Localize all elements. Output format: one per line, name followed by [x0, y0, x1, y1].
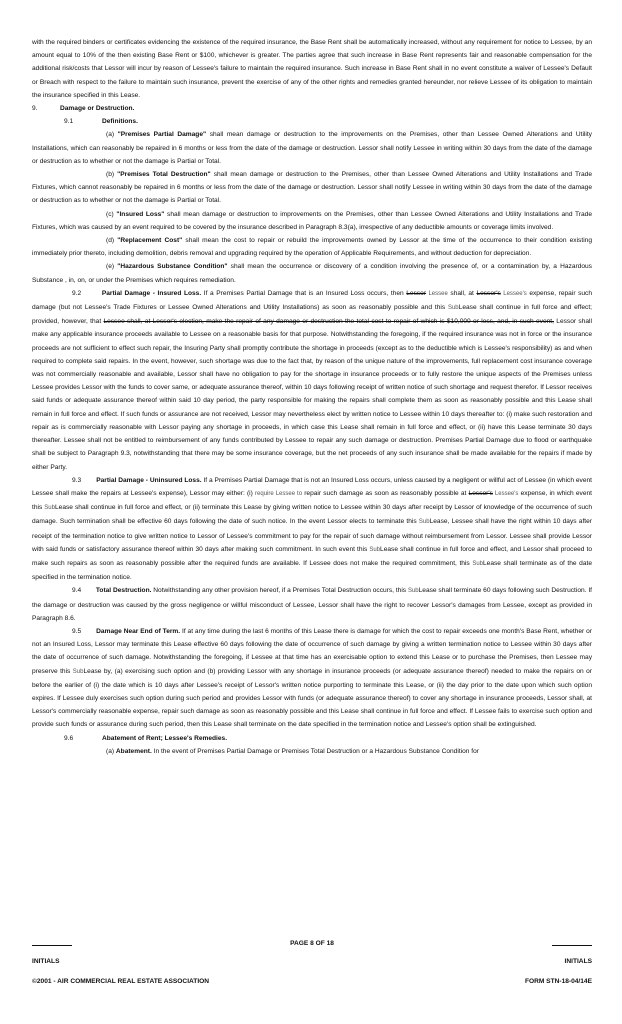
- defined-term: Abatement.: [115, 747, 152, 755]
- inserted-text: Lessee's: [500, 290, 527, 297]
- inserted-text: Lessee's: [492, 490, 519, 497]
- section-number: 9.1: [64, 118, 74, 126]
- section-title: Damage or Destruction.: [60, 105, 135, 113]
- copyright-text: ©2001 - AIR COMMERCIAL REAL ESTATE ASSOCIATION: [32, 978, 210, 985]
- definition-text: shall mean damage or destruction to improvements on the Premises, other than Lessee Owned Alterations and Utility Installations and Trade Fixtures, which was caused by an event required to be covered by the insurance described in Paragraph 8.3(a), irrespective of any deductible amounts or coverage limits involved.: [32, 210, 592, 231]
- document-body: [32, 36, 592, 758]
- definition-c: [32, 208, 592, 234]
- inserted-text: Sub: [369, 546, 381, 553]
- body-text: Lease shall continue in full force and effect, and Lessor shall proceed to make such repairs as soon as reasonably possible after the required funds are available. If Lessee does not make the required commitment, this: [32, 545, 593, 567]
- item-label: (e): [106, 263, 115, 271]
- section-9-5: [32, 625, 592, 732]
- section-title: Partial Damage - Insured Loss.: [101, 289, 202, 297]
- item-label: (a): [106, 747, 115, 755]
- body-text: expense, repair such damage (but not Lessee's Trade Fixtures or Lessee Owned Alterations and Utility Installations) as soon as reasonably possible and this: [32, 289, 593, 312]
- item-label: (c): [106, 210, 114, 218]
- section-title: Definitions.: [102, 118, 138, 126]
- form-number: FORM STN-18-04/14E: [524, 978, 592, 985]
- inserted-text: Lessee: [426, 290, 448, 297]
- initials-label-right: INITIALS: [564, 958, 592, 965]
- page-number: PAGE 8 OF 18: [290, 940, 334, 947]
- body-text: shall, at: [447, 289, 477, 297]
- definition-a: [32, 128, 592, 168]
- body-text: If a Premises Partial Damage that is an Insured Loss occurs, then: [201, 289, 407, 297]
- section-title: Total Destruction.: [95, 587, 152, 595]
- body-text: In the event of Premises Partial Damage or Premises Total Destruction or a Hazardous Substance Condition for: [151, 747, 479, 755]
- section-title: Damage Near End of Term.: [96, 627, 181, 635]
- body-text: Lease by, (a) exercising such option and (b) providing Lessor with any shortage in insurance proceeds (or adequate assurance thereof) needed to make the repairs on or before the earlier of (i) the date which is 10 days after Lessee's receipt of Lessor's written notice purporting to terminate this Lease, or (ii) the day prior to the date upon which such option expires. If Lessee duly exercises such option during such period and provides Lessor with funds (or adequate assurance thereof) to cover any shortage in insurance proceeds, Lessor shall, at Lessor's commercially reasonable expense, repair such damage as soon as reasonably possible and this Lease shall continue in full force and effect. If Lessee fails to exercise such option and provide such funds or assurance during such period, then this Lease shall terminate on the date specified in the termination notice and Lessee's option shall be extinguished.: [32, 667, 592, 729]
- section-9-heading: [32, 102, 592, 115]
- definition-text: shall mean damage or destruction to the improvements on the Premises, other than Lessee Owned Alterations and Utility Installations, which can reasonably be repaired in 6 months or less from the date of the damage or destruction. Lessor shall notify Lessee in writing within 30 days from the date of the damage or destruction as to whether or not the damage is Partial or Total.: [32, 131, 592, 165]
- definition-text: shall mean damage or destruction to the Premises, other than Lessee Owned Alterations and Utility Installations and Trade Fixtures, which cannot reasonably be repaired in 6 months or less from the date of the damage or destruction. Lessor shall notify Lessee in writing within 30 days from the date of the damage or destruction as to whether or not the damage is Partial or Total.: [32, 171, 592, 205]
- inserted-text: Sub: [418, 519, 430, 526]
- inserted-text: Sub: [44, 505, 55, 512]
- definition-text: shall mean the occurrence or discovery of a condition involving the presence of, or a contamination by, a Hazardous Substance , in, on, or under the Premises which requires remediation.: [32, 263, 592, 284]
- defined-term: "Hazardous Substance Condition": [117, 263, 228, 271]
- section-number: 9.6: [64, 734, 74, 742]
- inserted-text: Sub: [407, 588, 419, 595]
- section-9-6-heading: [32, 732, 592, 745]
- initials-label-left: INITIALS: [32, 958, 60, 965]
- section-9-1-heading: [32, 115, 592, 128]
- definition-d: [32, 234, 592, 260]
- definition-e: [32, 260, 592, 286]
- inserted-text: Sub: [72, 668, 84, 675]
- struck-text: Lessor's: [468, 489, 493, 497]
- body-text: If at any time during the last 6 months of this Lease there is damage for which the cost to repair exceeds one month's Base Rent, whether or not an Insured Loss, Lessor may terminate this Lease effective 60 days following the date of occurrence of such damage by giving a written termination notice to Lessee within 30 days after the date of occurrence of such damage. Notwithstanding the foregoing, if Lessee at that time has an exercisable option to extend this Lease or to purchase the Premises, then Lessee may preserve this: [32, 627, 592, 675]
- body-text: expense, in which event this: [32, 489, 592, 512]
- initials-line-right[interactable]: [552, 945, 592, 946]
- section-number: 9.2: [72, 289, 82, 297]
- body-text: Lease, Lessee shall have the right within 10 days after receipt of the termination notice to give written notice to Lessor of Lessee's commitment to pay for the repair of such damage without reimbursement from Lessor. Lessee shall provide Lessor with said funds or satisfactory assurance thereof within 30 days after making such commitment. In such event this: [32, 518, 592, 553]
- definition-b: [32, 168, 592, 208]
- item-label: (d): [106, 237, 115, 245]
- section-title: Partial Damage - Uninsured Loss.: [96, 476, 202, 484]
- item-label: (b): [106, 171, 115, 179]
- body-text: Lease shall continue in full force and effect, or (ii) terminate this Lease by giving written notice to Lessee within 30 days after receipt by Lessor of knowledge of the occurrence of such damage. Such termination shall be effective 60 days following the date of such notice. In the event Lessor elects to terminate this: [32, 504, 592, 526]
- defined-term: "Premises Total Destruction": [117, 171, 211, 179]
- body-text: Notwithstanding any other provision hereof, if a Premises Total Destruction occurs, this: [151, 587, 408, 595]
- section-number: 9.4: [72, 587, 82, 595]
- section-number: 9.: [32, 105, 38, 113]
- section-number: 9.5: [72, 627, 82, 635]
- section-9-4: [32, 584, 592, 625]
- definition-text: shall mean the cost to repair or rebuild the improvements owned by Lessor at the time of the occurrence to their condition existing immediately prior thereto, including demolition, debris removal and upgrading required by the operation of Applicable Requirements, and without deduction for depreciation.: [32, 237, 592, 258]
- body-text: If a Premises Partial Damage that is not an Insured Loss occurs, unless caused by a negligent or willful act of Lessee (in which event Lessee shall make the repairs at Lessee's expense), Lessor may either: (i): [32, 476, 593, 497]
- defined-term: "Insured Loss": [116, 210, 165, 218]
- section-number: 9.3: [72, 476, 82, 484]
- body-text: repair such damage as soon as reasonably possible at: [302, 489, 469, 497]
- section-9-2: [32, 287, 592, 474]
- paragraph-insurance-continued: with the required binders or certificates evidencing the existence of the required insurance, the Base Rent shall be automatically increased, without any requirement for notice to Lessee, by an amount equal to 10% of the then existing Base Rent or $100, whichever is greater. The parties agree that such increase in Base Rent represents fair and reasonable compensation for the additional risk/costs that Lessor will incur by reason of Lessee's failure to maintain the required insurance. Such increase in Base Rent shall in no event constitute a waiver of Lessee's Default or Breach with respect to the failure to maintain such insurance, prevent the exercise of any of the other rights and remedies granted hereunder, nor relieve Lessee of its obligation to maintain the insurance specified in this Lease.: [32, 39, 592, 99]
- struck-text: Lessor: [406, 289, 427, 297]
- inserted-text: Sub: [472, 560, 483, 567]
- body-text: Lease shall terminate 60 days following such Destruction. If the damage or destruction was caused by the gross negligence or willful misconduct of Lessee, Lessor shall have the right to recover Lessor's damages from Lessee, except as provided in Paragraph 8.6.: [32, 587, 593, 622]
- section-9-6-a: [32, 745, 592, 758]
- section-9-3: [32, 474, 592, 585]
- section-title: Abatement of Rent; Lessee's Remedies.: [102, 734, 228, 742]
- item-label: (a): [106, 131, 115, 139]
- body-text: Lessor shall make any applicable insurance proceeds available to Lessee on a reasonable basis for that purpose. Notwithstanding the foregoing, if the required insurance was not in force or the insurance proceeds are not sufficient to effect such repair, the Insuring Party shall promptly contribute the shortage in proceeds (except as to the deductible which is Lessee's responsibility) as and when required to complete said repairs. In the event, however, such shortage was due to the fact that, by reason of the unique nature of the improvements, full replacement cost insurance coverage was not commercially reasonable and available, Lessor shall have no obligation to pay for the shortage in insurance proceeds or to fully restore the unique aspects of the Premises unless Lessee provides Lessor with the funds to cover same, or adequate assurance thereof, within 10 days following receipt of written notice of such shortage and request therefor. If Lessor receives said funds or adequate assurance thereof within said 10 day period, the party responsible for making the repairs shall complete them as soon as reasonably possible and this Lease shall remain in full force and effect. If such funds or assurance are not received, Lessor may nevertheless elect by written notice to Lessee within 10 days thereafter to: (i) make such restoration and repair as is commercially reasonable with Lessor paying any shortage in proceeds, in which case this Lease shall remain in full force and effect, or (ii) have this Lease terminate 30 days thereafter. Lessee shall not be entitled to reimbursement of any funds contributed by Lessee to repair any such damage or destruction. Premises Partial Damage due to flood or earthquake shall be subject to Paragraph 9.3, notwithstanding that there may be some insurance coverage, but the net proceeds of any such insurance shall be made available for the repairs if made by either Party.: [32, 318, 592, 471]
- inserted-text: require Lessee to: [255, 490, 303, 497]
- defined-term: "Replacement Cost": [117, 237, 183, 245]
- defined-term: "Premises Partial Damage": [117, 131, 207, 139]
- footer-signature-lines: [32, 940, 592, 954]
- body-text: Lease shall terminate as of the date specified in the termination notice.: [32, 559, 592, 582]
- body-text: Lease shall continue in full force and effect; provided, however, that: [32, 304, 592, 326]
- inserted-text: Sub: [447, 305, 459, 312]
- struck-text: Lessee shall, at Lessor's election, make the repair of any damage or destruction the total cost to repair of which is $10,000 or less, and, in such event,: [103, 318, 554, 326]
- struck-text: Lessor's: [476, 289, 501, 297]
